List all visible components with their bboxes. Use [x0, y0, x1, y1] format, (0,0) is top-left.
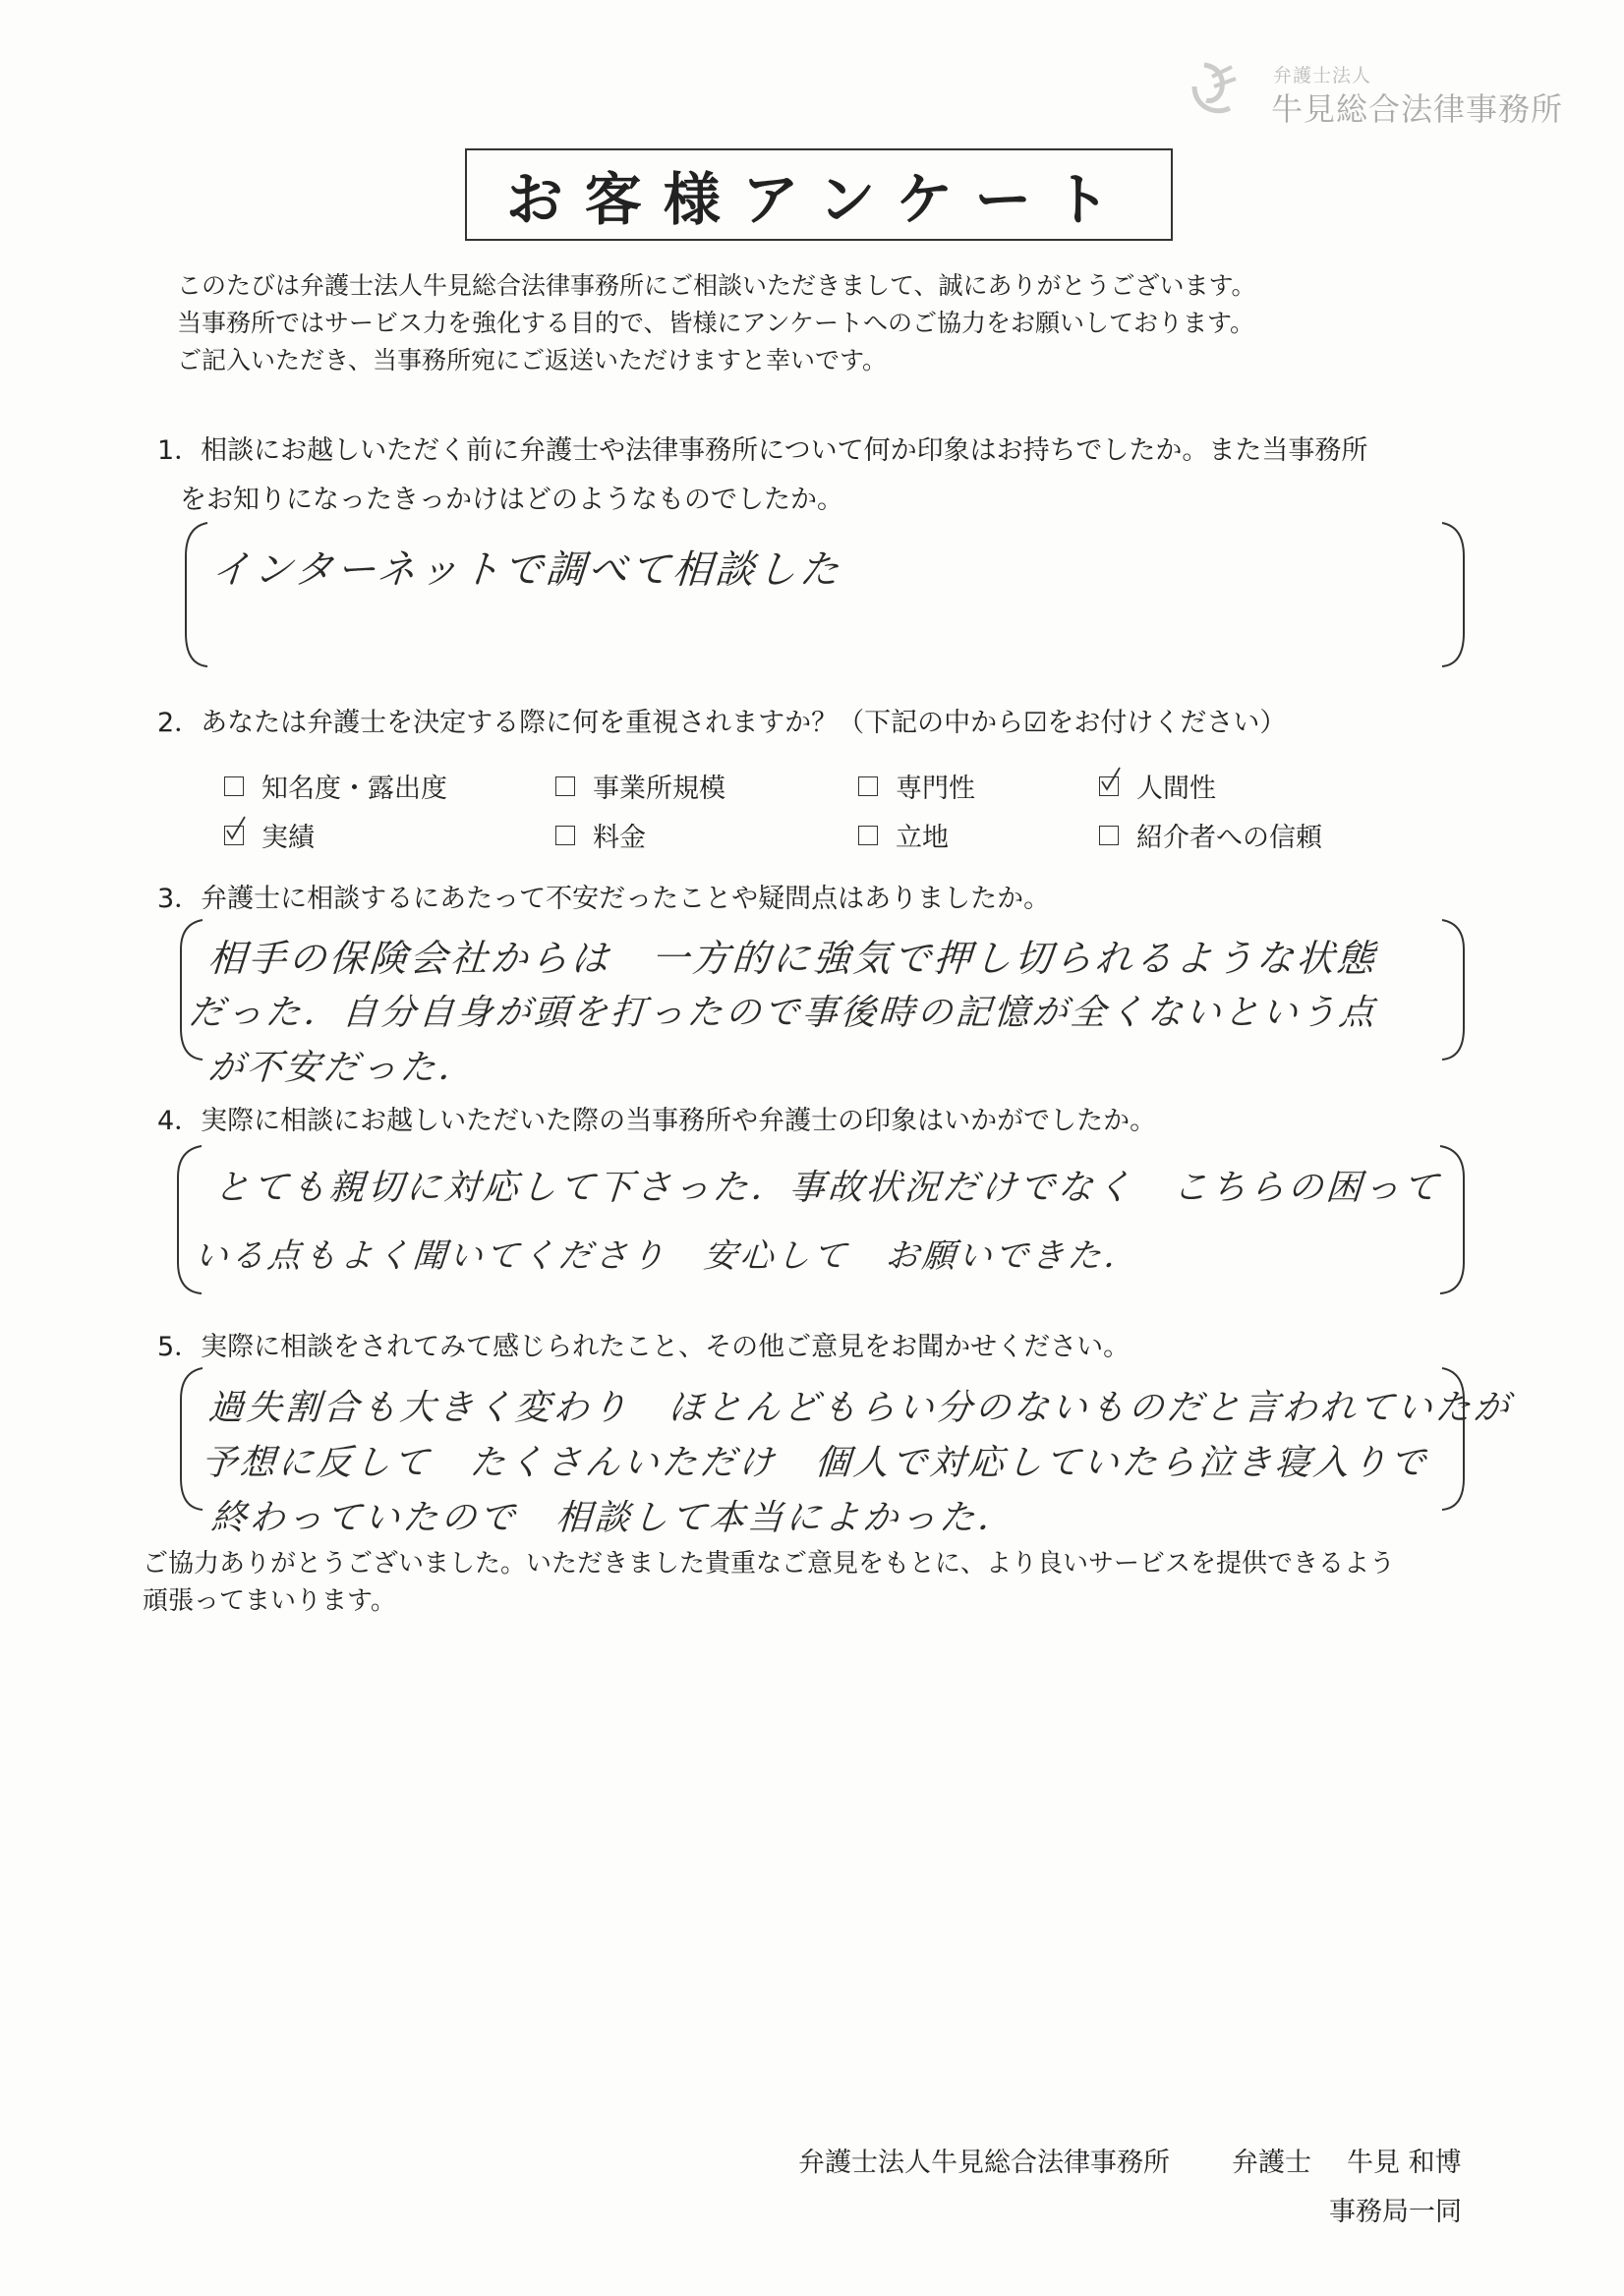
option-label: 料金 — [593, 823, 646, 853]
question-5: 5．実際に相談をされてみて感じられたこと、その他ご意見をお聞かせください。 — [157, 1332, 1131, 1362]
option-track-record[interactable] — [224, 816, 315, 854]
checkbox-icon[interactable] — [858, 776, 878, 796]
option-label: 立地 — [896, 823, 949, 853]
intro-text — [177, 267, 1256, 379]
option-label: 事業所規模 — [593, 774, 725, 804]
answer-4-line[interactable]: とても親切に対応して下さった．事故状況だけでなく こちらの困って — [212, 1168, 1443, 1208]
logo-firm-name: 牛見総合法律事務所 — [1271, 90, 1564, 128]
option-name-recognition[interactable] — [224, 767, 447, 805]
closing-text — [143, 1545, 1395, 1620]
checkbox-icon[interactable] — [858, 826, 878, 845]
checkbox-checked-icon[interactable] — [224, 826, 244, 845]
answer-1[interactable]: インターネットで調べて相談した — [209, 547, 843, 593]
check-mark-icon — [1096, 764, 1126, 793]
answer-3-line[interactable]: だった．自分自身が頭を打ったので事後時の記憶が全くないという点 — [187, 993, 1379, 1033]
answer-5-line[interactable]: 予想に反して たくさんいただけ 個人で対応していたら泣き寝入りで — [200, 1443, 1430, 1483]
option-label: 紹介者への信頼 — [1136, 823, 1322, 853]
question-3: 3．弁護士に相談するにあたって不安だったことや疑問点はありましたか。 — [157, 884, 1051, 914]
answer-3-line[interactable]: 相手の保険会社からは 一方的に強気で押し切られるような状態 — [206, 937, 1379, 980]
option-referrer-trust[interactable] — [1099, 816, 1322, 854]
survey-title: お客様アンケート — [465, 148, 1173, 241]
logo-small-text: 弁護士法人 — [1273, 65, 1372, 86]
answer-4-line[interactable]: いる点もよく聞いてくださり 安心して お願いできた． — [193, 1236, 1142, 1276]
signature-name: 牛見 和博 — [1347, 2148, 1462, 2178]
closing-line: ご協力ありがとうございました。いただきました貴重なご意見をもとに、より良いサービスを提供できるよう — [143, 1549, 1396, 1578]
option-label: 実績 — [261, 823, 315, 853]
option-location[interactable] — [858, 816, 949, 854]
option-office-size[interactable] — [555, 767, 725, 805]
intro-line: このたびは弁護士法人牛見総合法律事務所にご相談いただきまして、誠にありがとうございます。 — [177, 271, 1256, 300]
firm-logo-icon — [1185, 57, 1247, 120]
question-2: 2．あなたは弁護士を決定する際に何を重視されますか？（下記の中から☑をお付けください） — [157, 708, 1287, 738]
question-1: 1．相談にお越しいただく前に弁護士や法律事務所について何か印象はお持ちでしたか。また当事務所 — [157, 435, 1368, 466]
option-label: 専門性 — [896, 774, 975, 804]
answer-5-line[interactable]: 終わっていたので 相談して本当によかった． — [209, 1498, 1017, 1538]
question-4: 4．実際に相談にお越しいただいた際の当事務所や弁護士の印象はいかがでしたか。 — [157, 1106, 1157, 1136]
option-expertise[interactable] — [858, 767, 975, 805]
option-label: 人間性 — [1136, 774, 1216, 804]
firm-logo — [1185, 57, 1568, 126]
signature-role: 弁護士 — [1232, 2148, 1311, 2178]
intro-line: 当事務所ではサービス力を強化する目的で、皆様にアンケートへのご協力をお願いしております。 — [177, 309, 1255, 337]
option-fee[interactable] — [555, 816, 646, 854]
signature-firm: 弁護士法人牛見総合法律事務所 — [798, 2148, 1170, 2178]
question-1-cont: をお知りになったきっかけはどのようなものでしたか。 — [180, 485, 843, 515]
checkbox-icon[interactable] — [1099, 826, 1119, 845]
option-label: 知名度・露出度 — [261, 774, 447, 804]
intro-line: ご記入いただき、当事務所宛にご返送いただけますと幸いです。 — [177, 346, 888, 374]
checkbox-icon[interactable] — [224, 776, 244, 796]
closing-line: 頑張ってまいります。 — [143, 1586, 396, 1616]
checkbox-icon[interactable] — [555, 776, 575, 796]
checkbox-icon[interactable] — [555, 826, 575, 845]
option-character[interactable] — [1099, 767, 1216, 805]
checkbox-checked-icon[interactable] — [1099, 776, 1119, 796]
answer-5-line[interactable]: 過失割合も大きく変わり ほとんどもらい分のないものだと言われていたが — [206, 1388, 1514, 1428]
answer-3-line[interactable]: が不安だった． — [206, 1048, 479, 1088]
check-mark-icon — [221, 813, 251, 842]
signature-office: 事務局一同 — [1329, 2197, 1462, 2227]
